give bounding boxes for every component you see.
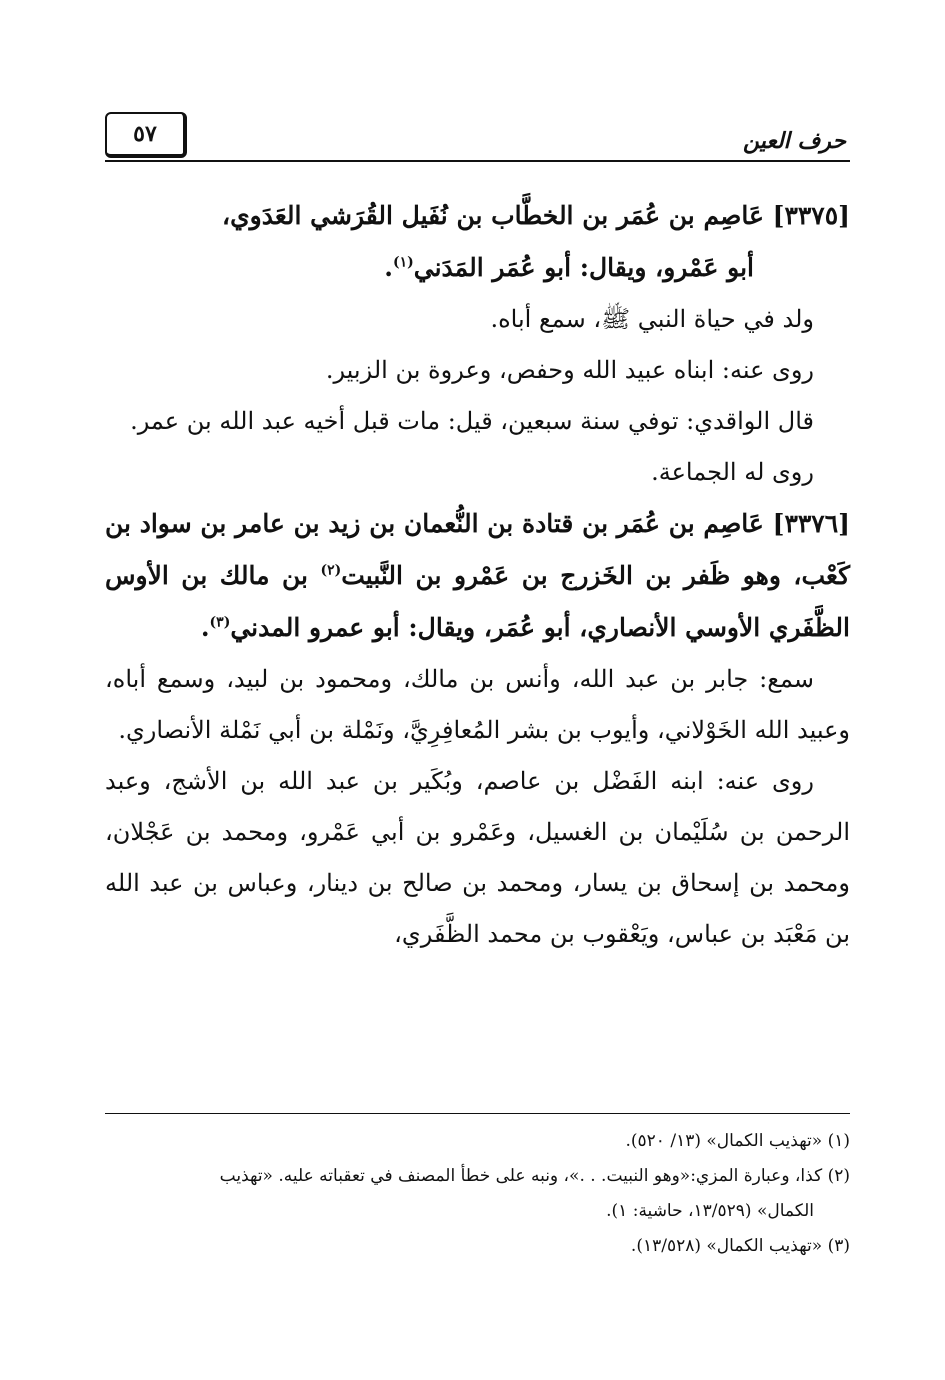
entry-name-continued [105, 242, 850, 294]
footnote [105, 1124, 850, 1159]
paragraph: قال الواقدي: توفي سنة سبعين، قيل: مات قبل أخيه عبد الله بن عمر. [130, 407, 814, 435]
entry-3375 [105, 190, 850, 498]
entry-heading [105, 498, 850, 654]
entry-name: عَاصِم بن عُمَر بن الخطَّاب بن نُفَيل القُرَشي العَدَوي، [222, 201, 764, 230]
page-header [105, 112, 850, 162]
paragraph: روى عنه: ابناه عبيد الله وحفص، وعروة بن الزبير. [325, 356, 814, 384]
entry-end-mark: . [384, 253, 393, 282]
footnote-ref: (٣) [209, 614, 231, 631]
paragraph: ولد في حياة النبي ﷺ، سمع أباه. [490, 305, 814, 333]
footnote-text: «تهذيب الكمال» (١٣/ ٥٢٠). [625, 1131, 823, 1151]
entry-number: [٣٣٧٦] [772, 509, 850, 538]
entry-3376 [105, 498, 850, 960]
book-page [105, 0, 850, 1380]
footnote-text-continued: الكمال» (١٣/٥٢٩، حاشية: ١). [606, 1201, 814, 1221]
footnote-number: (١) [827, 1131, 850, 1151]
footnotes [105, 1124, 850, 1264]
paragraph: روى عنه: ابنه الفَضْل بن عاصم، وبُكَير بن عبد الله بن الأشج، وعبد الرحمن بن سُلَيْمان بن الغسيل، وعَمْرو بن أبي عَمْرو، ومحمد بن عَجْلان، ومحمد بن إسحاق بن يسار، ومحمد بن صالح بن دينار، وعباس بن عبد الله بن مَعْبَد بن عباس، ويَعْقوب بن محمد الظَّفَري، [105, 767, 850, 948]
footnote-rule [105, 1113, 850, 1114]
header-rule [105, 160, 850, 162]
paragraph: سمع: جابر بن عبد الله، وأنس بن مالك، ومحمود بن لبيد، وسمع أباه، وعبيد الله الخَوْلاني، وأيوب بن بشر المُعافِرِيَّ، ونَمْلة بن أبي نَمْلة الأنصاري. [105, 665, 850, 744]
entry-name-rest: بن مالك بن الأوس الظَّفَري الأوسي الأنصاري، أبو عُمَر، ويقال: أبو عمرو المدني [105, 561, 850, 642]
entry-number: [٣٣٧٥] [772, 201, 850, 230]
footnote-text: كذا، وعبارة المزي:«وهو النبيت. . .»، ونبه على خطأ المصنف في تعقباته عليه. «تهذيب [219, 1166, 823, 1186]
page-number: ٥٧ [133, 121, 157, 147]
page-body [105, 190, 850, 960]
paragraph: روى له الجماعة. [651, 458, 814, 486]
footnote-number: (٣) [827, 1236, 850, 1256]
footnote-ref: (٢) [320, 562, 342, 579]
page-number-box [105, 112, 187, 158]
footnote-ref: (١) [392, 254, 414, 271]
running-title: حرف العين [742, 128, 846, 154]
entry-kunya: أبو عَمْرو، ويقال: أبو عُمَر المَدَني [413, 253, 754, 282]
entry-end-mark: . [200, 613, 210, 642]
entry-name: عَاصِم بن عُمَر بن قتادة بن النُّعمان بن زيد بن عامر بن سواد بن كَعْب، وهو ظَفر بن الخَزرج بن عَمْرو بن النَّبيت [105, 509, 850, 590]
footnote-text: «تهذيب الكمال» (١٣/٥٢٨). [630, 1236, 823, 1256]
entry-heading [105, 190, 850, 294]
footnote [105, 1159, 850, 1229]
footnote [105, 1229, 850, 1264]
footnote-number: (٢) [827, 1166, 850, 1186]
